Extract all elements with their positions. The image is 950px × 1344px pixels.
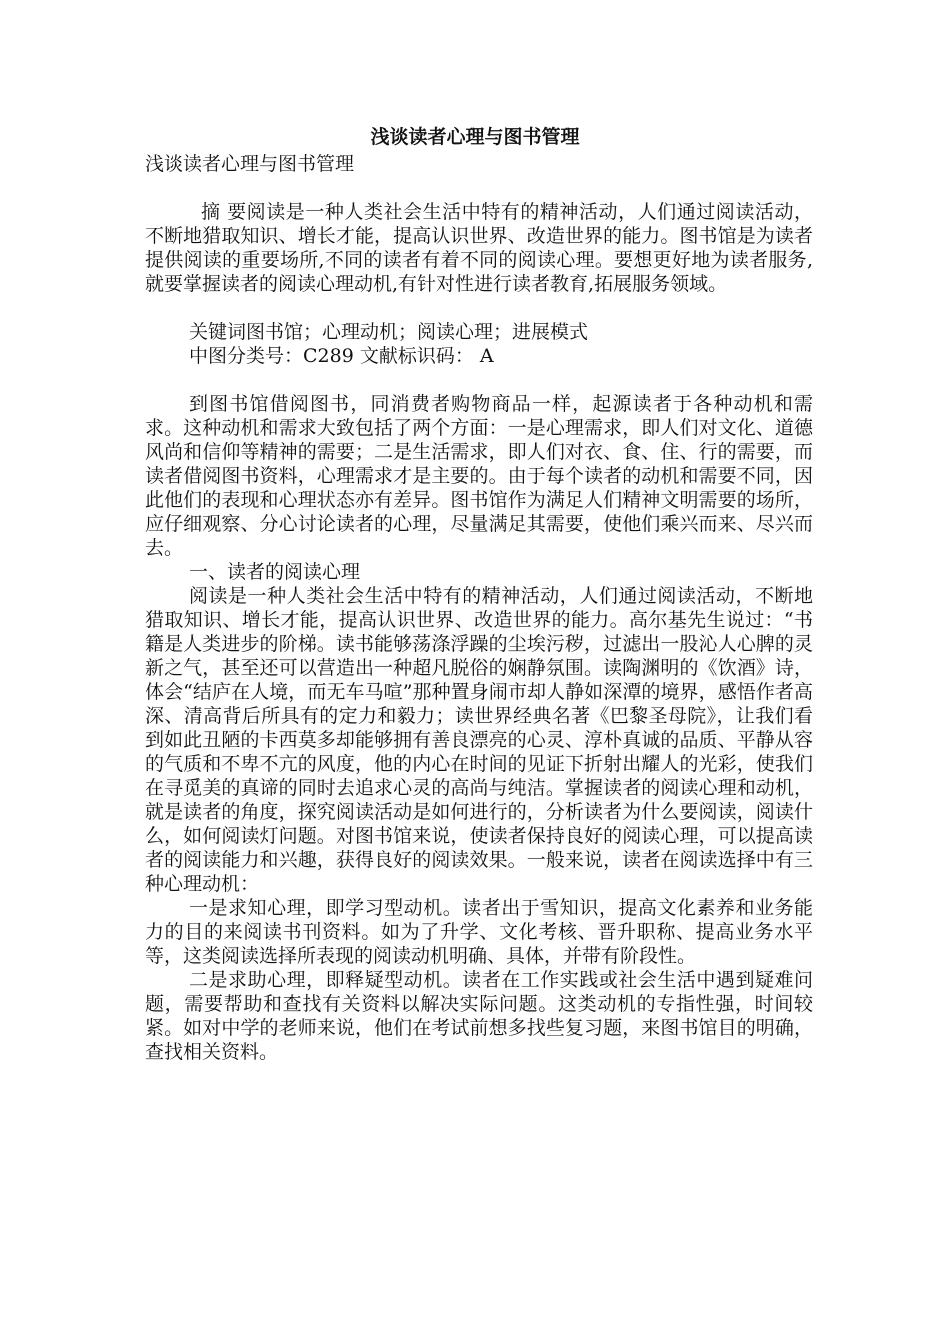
body-paragraph-help-motive: 二是求助心理，即释疑型动机。读者在工作实践或社会生活中遇到疑难问题，需要帮助和查找有关资料以解决实际问题。这类动机的专指性强，时间较紧。如对中学的老师来说，他们在考试前想多找些复习题，来图书馆目的明确，查找相关资料。 <box>145 969 813 1063</box>
document-subtitle: 浅谈读者心理与图书管理 <box>145 153 355 175</box>
body-paragraph-intro: 到图书馆借阅图书，同消费者购物商品一样，起源读者于各种动机和需求。这种动机和需求大致包括了两个方面：一是心理需求，即人们对文化、道德风尚和信仰等精神的需要；二是生活需求，即人们对衣、食、住、行的需要，而读者借阅图书资料，心理需求才是主要的。由于每个读者的动机和需要不同，因此他们的表现和心理状态亦有差异。图书馆作为满足人们精神文明需要的场所，应仔细观察、分心讨论读者的心理，尽量满足其需要，使他们乘兴而来、尽兴而去。 <box>145 393 813 559</box>
body-paragraph-knowledge-motive: 一是求知心理，即学习型动机。读者出于雪知识，提高文化素养和业务能力的目的来阅读书刊资料。如为了升学、文化考核、晋升职称、提高业务水平等，这类阅读选择所表现的阅读动机明确、具体，并带有阶段性。 <box>145 897 813 967</box>
section-heading-reading-psychology: 一、读者的阅读心理 <box>189 561 361 583</box>
keywords-line: 关键词图书馆；心理动机；阅读心理；进展模式 <box>189 321 589 343</box>
document-title: 浅谈读者心理与图书管理 <box>370 126 580 148</box>
classification-line: 中图分类号：C289 文献标识码： A <box>189 345 494 367</box>
document-body <box>145 152 813 1064</box>
abstract-paragraph: 摘 要阅读是一种人类社会生活中特有的精神活动，人们通过阅读活动，不断地猎取知识、增长才能，提高认识世界、改造世界的能力。图书馆是为读者提供阅读的重要场所,不同的读者有着不同的阅读心理。要想更好地为读者服务,就要掌握读者的阅读心理动机,有针对性进行读者教育,拓展服务领域。 <box>145 201 813 295</box>
body-paragraph-reading: 阅读是一种人类社会生活中特有的精神活动，人们通过阅读活动，不断地猎取知识、增长才能，提高认识世界、改造世界的能力。高尔基先生说过：“书籍是人类进步的阶梯。读书能够荡涤浮躁的尘埃污秽，过滤出一股沁人心脾的灵新之气，甚至还可以营造出一种超凡脱俗的娴静氛围。读陶渊明的《饮酒》诗，体会“结庐在人境，而无车马喧”那种置身闹市却人静如深潭的境界，感悟作者高深、清高背后所具有的定力和毅力；读世界经典名著《巴黎圣母院》，让我们看到如此丑陋的卡西莫多却能够拥有善良漂亮的心灵、淳朴真诚的品质、平静从容的气质和不卑不亢的风度，他的内心在时间的见证下折射出耀人的光彩，使我们在寻觅美的真谛的同时去追求心灵的高尚与纯洁。掌握读者的阅读心理和动机，就是读者的角度，探究阅读活动是如何进行的，分析读者为什么要阅读，阅读什么，如何阅读灯问题。对图书馆来说，使读者保持良好的阅读心理，可以提高读者的阅读能力和兴趣，获得良好的阅读效果。一般来说，读者在阅读选择中有三种心理动机： <box>145 585 813 895</box>
